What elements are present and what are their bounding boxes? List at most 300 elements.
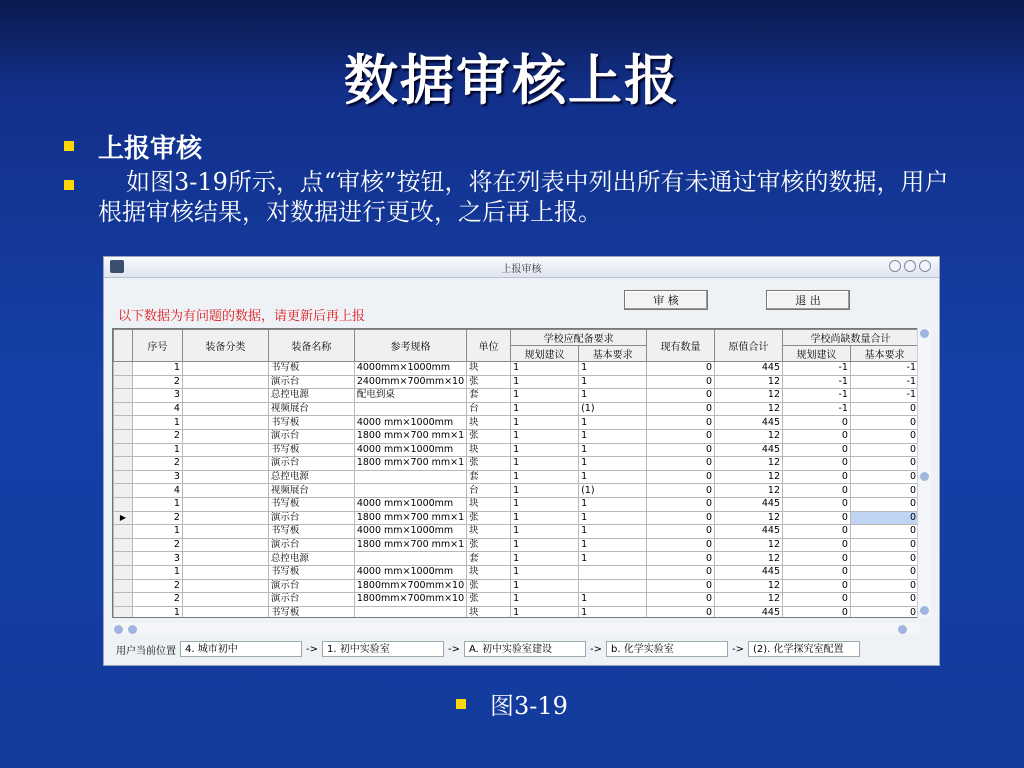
cell-shortage-basic[interactable]: 0 (850, 429, 918, 443)
cell-spec[interactable] (354, 470, 466, 484)
cell-shortage-plan[interactable]: 0 (783, 525, 851, 539)
cell-category[interactable] (182, 525, 268, 539)
close-icon[interactable] (919, 260, 931, 272)
location-label: 用户当前位置 (116, 645, 176, 657)
cell-value[interactable]: 445 (715, 497, 783, 511)
header-index[interactable]: 序号 (132, 330, 182, 362)
cell-index[interactable]: 2 (132, 579, 182, 593)
header-value[interactable]: 原值合计 (715, 330, 783, 362)
cell-plan[interactable]: 1 (511, 389, 579, 403)
bullet-text: 上报审核 (98, 134, 203, 164)
cell-unit[interactable]: 块 (467, 525, 511, 539)
table-row[interactable] (114, 375, 919, 389)
cell-index[interactable]: 1 (132, 362, 182, 376)
cell-plan[interactable]: 1 (511, 525, 579, 539)
cell-current[interactable]: 0 (647, 565, 715, 579)
header-category[interactable]: 装备分类 (182, 330, 268, 362)
cell-shortage-basic[interactable]: 0 (850, 416, 918, 430)
row-selector[interactable] (114, 593, 133, 607)
table-row[interactable] (114, 565, 919, 579)
cell-spec[interactable]: 1800 mm×700 mm×1 (354, 457, 466, 471)
cell-index[interactable]: 2 (132, 511, 182, 525)
cell-unit[interactable]: 套 (467, 470, 511, 484)
cell-plan[interactable]: 1 (511, 470, 579, 484)
cell-index[interactable]: 2 (132, 538, 182, 552)
cell-plan[interactable]: 1 (511, 511, 579, 525)
cell-category[interactable] (182, 457, 268, 471)
cell-shortage-basic[interactable]: 0 (850, 552, 918, 566)
cell-category[interactable] (182, 497, 268, 511)
cell-spec[interactable] (354, 402, 466, 416)
header-school-required: 学校应配备要求 (511, 330, 647, 346)
cell-name[interactable]: 书写板 (268, 443, 354, 457)
cell-unit[interactable]: 套 (467, 389, 511, 403)
table-row[interactable] (114, 606, 919, 618)
data-grid[interactable] (112, 328, 920, 618)
row-selector[interactable] (114, 443, 133, 457)
location-config[interactable]: (2). 化学探究室配置 (748, 641, 860, 657)
cell-unit[interactable]: 张 (467, 511, 511, 525)
bullet-square-icon (456, 699, 466, 709)
cell-unit[interactable]: 张 (467, 375, 511, 389)
cell-value[interactable]: 12 (715, 375, 783, 389)
cell-value[interactable]: 445 (715, 525, 783, 539)
cell-index[interactable]: 1 (132, 565, 182, 579)
cell-spec[interactable]: 4000 mm×1000mm (354, 497, 466, 511)
row-selector[interactable] (114, 497, 133, 511)
cell-shortage-plan[interactable]: -1 (783, 362, 851, 376)
cell-shortage-plan[interactable]: 0 (783, 593, 851, 607)
cell-value[interactable]: 445 (715, 565, 783, 579)
cell-value[interactable]: 445 (715, 606, 783, 618)
cell-spec[interactable]: 1800 mm×700 mm×1 (354, 538, 466, 552)
cell-index[interactable]: 1 (132, 416, 182, 430)
table-row[interactable] (114, 511, 919, 525)
cell-spec[interactable]: 4000 mm×1000mm (354, 525, 466, 539)
table-row[interactable] (114, 497, 919, 511)
cell-shortage-plan[interactable]: 0 (783, 484, 851, 498)
window-titlebar[interactable] (104, 257, 939, 278)
path-arrow: -> (306, 643, 318, 655)
row-selector[interactable] (114, 538, 133, 552)
cell-value[interactable]: 12 (715, 402, 783, 416)
cell-name[interactable]: 演示台 (268, 375, 354, 389)
location-lab[interactable]: 1. 初中实验室 (322, 641, 444, 657)
cell-shortage-plan[interactable]: -1 (783, 402, 851, 416)
cell-category[interactable] (182, 443, 268, 457)
table-row[interactable] (114, 538, 919, 552)
bullet-text: 如图3-19所示，点“审核”按钮，将在列表中列出所有未通过审核的数据，用户根据审核结果，对数据进行更改，之后再上报。 (98, 168, 949, 226)
cell-value[interactable]: 12 (715, 552, 783, 566)
cell-basic[interactable]: (1) (579, 484, 647, 498)
row-selector[interactable] (114, 525, 133, 539)
scroll-down-icon[interactable] (920, 606, 929, 615)
cell-plan[interactable]: 1 (511, 362, 579, 376)
cell-value[interactable]: 12 (715, 429, 783, 443)
row-selector[interactable] (114, 552, 133, 566)
cell-index[interactable]: 2 (132, 457, 182, 471)
cell-shortage-plan[interactable]: 0 (783, 429, 851, 443)
cell-plan[interactable]: 1 (511, 552, 579, 566)
cell-current[interactable]: 0 (647, 457, 715, 471)
cell-plan[interactable]: 1 (511, 443, 579, 457)
minimize-icon[interactable] (889, 260, 901, 272)
cell-plan[interactable]: 1 (511, 375, 579, 389)
current-row-indicator-icon[interactable]: ▶ (114, 511, 133, 525)
row-selector[interactable] (114, 484, 133, 498)
cell-current[interactable]: 0 (647, 362, 715, 376)
cell-value[interactable]: 445 (715, 416, 783, 430)
cell-value[interactable]: 12 (715, 538, 783, 552)
table-row[interactable] (114, 525, 919, 539)
cell-index[interactable]: 3 (132, 470, 182, 484)
cell-category[interactable] (182, 579, 268, 593)
cell-shortage-plan[interactable]: 0 (783, 606, 851, 618)
cell-spec[interactable]: 2400mm×700mm×10 (354, 375, 466, 389)
cell-plan[interactable]: 1 (511, 593, 579, 607)
cell-current[interactable]: 0 (647, 579, 715, 593)
cell-category[interactable] (182, 484, 268, 498)
cell-basic[interactable]: 1 (579, 362, 647, 376)
row-selector[interactable] (114, 416, 133, 430)
cell-unit[interactable]: 张 (467, 593, 511, 607)
row-selector[interactable] (114, 470, 133, 484)
cell-shortage-plan[interactable]: 0 (783, 538, 851, 552)
window-title: 上报审核 (501, 264, 542, 275)
cell-basic[interactable]: 1 (579, 416, 647, 430)
cell-basic[interactable]: 1 (579, 552, 647, 566)
cell-index[interactable]: 1 (132, 443, 182, 457)
cell-name[interactable]: 演示台 (268, 579, 354, 593)
cell-plan[interactable]: 1 (511, 429, 579, 443)
scroll-up-icon[interactable] (920, 329, 929, 338)
window-controls (889, 260, 931, 272)
cell-current[interactable]: 0 (647, 429, 715, 443)
header-current[interactable]: 现有数量 (647, 330, 715, 362)
cell-name[interactable]: 演示台 (268, 457, 354, 471)
location-construction[interactable]: A. 初中实验室建设 (464, 641, 586, 657)
cell-basic[interactable]: 1 (579, 593, 647, 607)
header-unit[interactable]: 单位 (467, 330, 511, 362)
table-row[interactable] (114, 389, 919, 403)
cell-shortage-basic[interactable]: 0 (850, 579, 918, 593)
header-basic[interactable]: 基本要求 (579, 346, 647, 362)
cell-shortage-plan[interactable]: 0 (783, 497, 851, 511)
cell-value[interactable]: 12 (715, 593, 783, 607)
cell-unit[interactable]: 台 (467, 402, 511, 416)
cell-current[interactable]: 0 (647, 606, 715, 618)
cell-category[interactable] (182, 375, 268, 389)
cell-name[interactable]: 总控电源 (268, 552, 354, 566)
row-selector[interactable] (114, 429, 133, 443)
cell-shortage-basic[interactable]: -1 (850, 375, 918, 389)
cell-spec[interactable]: 4000 mm×1000mm (354, 443, 466, 457)
row-selector-header (114, 330, 133, 362)
cell-basic[interactable]: (1) (579, 402, 647, 416)
cell-shortage-basic[interactable]: 0 (850, 470, 918, 484)
cell-shortage-basic[interactable]: 0 (850, 497, 918, 511)
cell-shortage-plan[interactable]: 0 (783, 511, 851, 525)
cell-basic[interactable]: 1 (579, 497, 647, 511)
cell-shortage-basic[interactable]: 0 (850, 484, 918, 498)
cell-basic[interactable]: 1 (579, 525, 647, 539)
cell-basic[interactable]: 1 (579, 606, 647, 618)
cell-category[interactable] (182, 402, 268, 416)
cell-current[interactable]: 0 (647, 511, 715, 525)
path-arrow: -> (732, 643, 744, 655)
cell-spec[interactable]: 配电到桌 (354, 389, 466, 403)
cell-name[interactable]: 视频展台 (268, 402, 354, 416)
cell-basic[interactable] (579, 565, 647, 579)
cell-shortage-basic[interactable]: 0 (850, 457, 918, 471)
cell-name[interactable]: 总控电源 (268, 470, 354, 484)
cell-plan[interactable]: 1 (511, 402, 579, 416)
cell-shortage-plan[interactable]: 0 (783, 552, 851, 566)
table-row[interactable] (114, 416, 919, 430)
cell-shortage-plan[interactable]: 0 (783, 565, 851, 579)
bullet-item (64, 167, 964, 227)
cell-current[interactable]: 0 (647, 389, 715, 403)
cell-unit[interactable]: 台 (467, 484, 511, 498)
header-plan[interactable]: 规划建议 (511, 346, 579, 362)
cell-shortage-plan[interactable]: 0 (783, 416, 851, 430)
cell-name[interactable]: 总控电源 (268, 389, 354, 403)
cell-spec[interactable] (354, 552, 466, 566)
table-row[interactable] (114, 470, 919, 484)
cell-index[interactable]: 1 (132, 497, 182, 511)
cell-basic[interactable]: 1 (579, 429, 647, 443)
cell-category[interactable] (182, 429, 268, 443)
cell-basic[interactable]: 1 (579, 443, 647, 457)
audit-table (113, 329, 919, 618)
cell-current[interactable]: 0 (647, 416, 715, 430)
table-row[interactable] (114, 429, 919, 443)
row-selector[interactable] (114, 606, 133, 618)
cell-shortage-basic[interactable]: -1 (850, 362, 918, 376)
table-row[interactable] (114, 593, 919, 607)
cell-unit[interactable]: 块 (467, 362, 511, 376)
row-selector[interactable] (114, 565, 133, 579)
audit-button[interactable]: 审 核 (624, 290, 708, 310)
cell-unit[interactable]: 张 (467, 457, 511, 471)
cell-value[interactable]: 12 (715, 579, 783, 593)
cell-name[interactable]: 视频展台 (268, 484, 354, 498)
cell-category[interactable] (182, 606, 268, 618)
caption-item (456, 686, 568, 721)
cell-basic[interactable]: 1 (579, 538, 647, 552)
cell-unit[interactable]: 块 (467, 606, 511, 618)
cell-value[interactable]: 12 (715, 484, 783, 498)
row-selector[interactable] (114, 375, 133, 389)
cell-category[interactable] (182, 552, 268, 566)
status-bar (112, 639, 938, 659)
cell-name[interactable]: 演示台 (268, 511, 354, 525)
cell-plan[interactable]: 1 (511, 538, 579, 552)
location-chem-lab[interactable]: b. 化学实验室 (606, 641, 728, 657)
row-selector[interactable] (114, 457, 133, 471)
cell-current[interactable]: 0 (647, 552, 715, 566)
cell-value[interactable]: 445 (715, 362, 783, 376)
cell-basic[interactable]: 1 (579, 457, 647, 471)
cell-shortage-plan[interactable]: 0 (783, 443, 851, 457)
cell-current[interactable]: 0 (647, 484, 715, 498)
cell-name[interactable]: 演示台 (268, 538, 354, 552)
cell-spec[interactable]: 1800mm×700mm×10 (354, 593, 466, 607)
cell-shortage-basic[interactable]: 0 (850, 593, 918, 607)
cell-basic[interactable]: 1 (579, 389, 647, 403)
cell-plan[interactable]: 1 (511, 457, 579, 471)
path-arrow: -> (448, 643, 460, 655)
cell-shortage-basic[interactable]: 0 (850, 538, 918, 552)
cell-spec[interactable] (354, 606, 466, 618)
cell-shortage-basic[interactable]: 0 (850, 606, 918, 618)
cell-category[interactable] (182, 565, 268, 579)
maximize-icon[interactable] (904, 260, 916, 272)
cell-index[interactable]: 2 (132, 375, 182, 389)
cell-shortage-plan[interactable]: -1 (783, 375, 851, 389)
cell-unit[interactable]: 套 (467, 552, 511, 566)
table-row[interactable] (114, 402, 919, 416)
cell-current[interactable]: 0 (647, 538, 715, 552)
scroll-left-icon[interactable] (114, 625, 123, 634)
cell-value[interactable]: 12 (715, 470, 783, 484)
cell-plan[interactable]: 1 (511, 565, 579, 579)
cell-unit[interactable]: 张 (467, 429, 511, 443)
row-selector[interactable] (114, 362, 133, 376)
cell-shortage-basic[interactable]: 0 (850, 402, 918, 416)
table-row[interactable] (114, 552, 919, 566)
cell-index[interactable]: 4 (132, 402, 182, 416)
cell-plan[interactable]: 1 (511, 579, 579, 593)
scroll-right-icon[interactable] (898, 625, 907, 634)
cell-index[interactable]: 3 (132, 389, 182, 403)
cell-shortage-plan[interactable]: 0 (783, 579, 851, 593)
cell-unit[interactable]: 块 (467, 443, 511, 457)
audit-window (103, 256, 940, 666)
cell-plan[interactable]: 1 (511, 606, 579, 618)
cell-category[interactable] (182, 389, 268, 403)
table-row[interactable] (114, 443, 919, 457)
cell-shortage-basic[interactable]: 0 (850, 443, 918, 457)
cell-name[interactable]: 书写板 (268, 362, 354, 376)
bullet-item (64, 128, 202, 165)
cell-current[interactable]: 0 (647, 497, 715, 511)
cell-value[interactable]: 12 (715, 511, 783, 525)
cell-plan[interactable]: 1 (511, 497, 579, 511)
cell-spec[interactable]: 4000mm×1000mm (354, 362, 466, 376)
cell-spec[interactable]: 4000 mm×1000mm (354, 416, 466, 430)
figure-caption: 图3-19 (490, 692, 568, 720)
cell-index[interactable]: 1 (132, 525, 182, 539)
vertical-scrollbar[interactable] (917, 328, 931, 618)
cell-unit[interactable]: 张 (467, 579, 511, 593)
horizontal-scrollbar[interactable] (112, 623, 920, 635)
cell-plan[interactable]: 1 (511, 484, 579, 498)
cell-index[interactable]: 1 (132, 606, 182, 618)
cell-plan[interactable]: 1 (511, 416, 579, 430)
scroll-thumb-icon[interactable] (920, 472, 929, 481)
cell-basic[interactable]: 1 (579, 511, 647, 525)
table-row[interactable] (114, 362, 919, 376)
cell-name[interactable]: 书写板 (268, 525, 354, 539)
cell-name[interactable]: 书写板 (268, 497, 354, 511)
cell-name[interactable]: 演示台 (268, 429, 354, 443)
cell-shortage-plan[interactable]: 0 (783, 470, 851, 484)
cell-spec[interactable] (354, 484, 466, 498)
cell-unit[interactable]: 块 (467, 565, 511, 579)
cell-category[interactable] (182, 362, 268, 376)
cell-shortage-plan[interactable]: 0 (783, 457, 851, 471)
cell-unit[interactable]: 块 (467, 416, 511, 430)
cell-name[interactable]: 演示台 (268, 593, 354, 607)
cell-name[interactable]: 书写板 (268, 565, 354, 579)
cell-unit[interactable]: 块 (467, 497, 511, 511)
cell-index[interactable]: 3 (132, 552, 182, 566)
cell-category[interactable] (182, 593, 268, 607)
cell-category[interactable] (182, 538, 268, 552)
cell-spec[interactable]: 1800mm×700mm×10 (354, 579, 466, 593)
cell-basic[interactable]: 1 (579, 470, 647, 484)
cell-name[interactable]: 书写板 (268, 606, 354, 618)
bullet-square-icon (64, 180, 74, 190)
cell-value[interactable]: 12 (715, 457, 783, 471)
header-plan2[interactable]: 规划建议 (783, 346, 851, 362)
table-row[interactable] (114, 457, 919, 471)
table-body (114, 362, 919, 619)
cell-value[interactable]: 445 (715, 443, 783, 457)
cell-spec[interactable]: 1800 mm×700 mm×1 (354, 511, 466, 525)
cell-index[interactable]: 4 (132, 484, 182, 498)
cell-shortage-basic[interactable]: 0 (850, 511, 918, 525)
cell-category[interactable] (182, 470, 268, 484)
cell-current[interactable]: 0 (647, 470, 715, 484)
cell-shortage-plan[interactable]: -1 (783, 389, 851, 403)
row-selector[interactable] (114, 389, 133, 403)
cell-current[interactable]: 0 (647, 593, 715, 607)
cell-unit[interactable]: 张 (467, 538, 511, 552)
cell-basic[interactable] (579, 579, 647, 593)
cell-name[interactable]: 书写板 (268, 416, 354, 430)
cell-value[interactable]: 12 (715, 389, 783, 403)
cell-shortage-basic[interactable]: -1 (850, 389, 918, 403)
cell-category[interactable] (182, 416, 268, 430)
cell-spec[interactable]: 1800 mm×700 mm×1 (354, 429, 466, 443)
cell-current[interactable]: 0 (647, 443, 715, 457)
cell-shortage-basic[interactable]: 0 (850, 525, 918, 539)
cell-spec[interactable]: 4000 mm×1000mm (354, 565, 466, 579)
cell-current[interactable]: 0 (647, 525, 715, 539)
location-school[interactable]: 4. 城市初中 (180, 641, 302, 657)
warning-message: 以下数据为有问题的数据，请更新后再上报 (118, 309, 366, 324)
cell-shortage-basic[interactable]: 0 (850, 565, 918, 579)
exit-button[interactable]: 退 出 (766, 290, 850, 310)
slide-title: 数据审核上报 (344, 48, 680, 112)
cell-category[interactable] (182, 511, 268, 525)
scroll-left-thumb-icon[interactable] (128, 625, 137, 634)
cell-current[interactable]: 0 (647, 375, 715, 389)
cell-current[interactable]: 0 (647, 402, 715, 416)
cell-index[interactable]: 2 (132, 593, 182, 607)
row-selector[interactable] (114, 579, 133, 593)
header-name[interactable]: 装备名称 (268, 330, 354, 362)
row-selector[interactable] (114, 402, 133, 416)
table-row[interactable] (114, 579, 919, 593)
cell-basic[interactable]: 1 (579, 375, 647, 389)
table-row[interactable] (114, 484, 919, 498)
cell-index[interactable]: 2 (132, 429, 182, 443)
header-basic2[interactable]: 基本要求 (850, 346, 918, 362)
header-spec[interactable]: 参考规格 (354, 330, 466, 362)
